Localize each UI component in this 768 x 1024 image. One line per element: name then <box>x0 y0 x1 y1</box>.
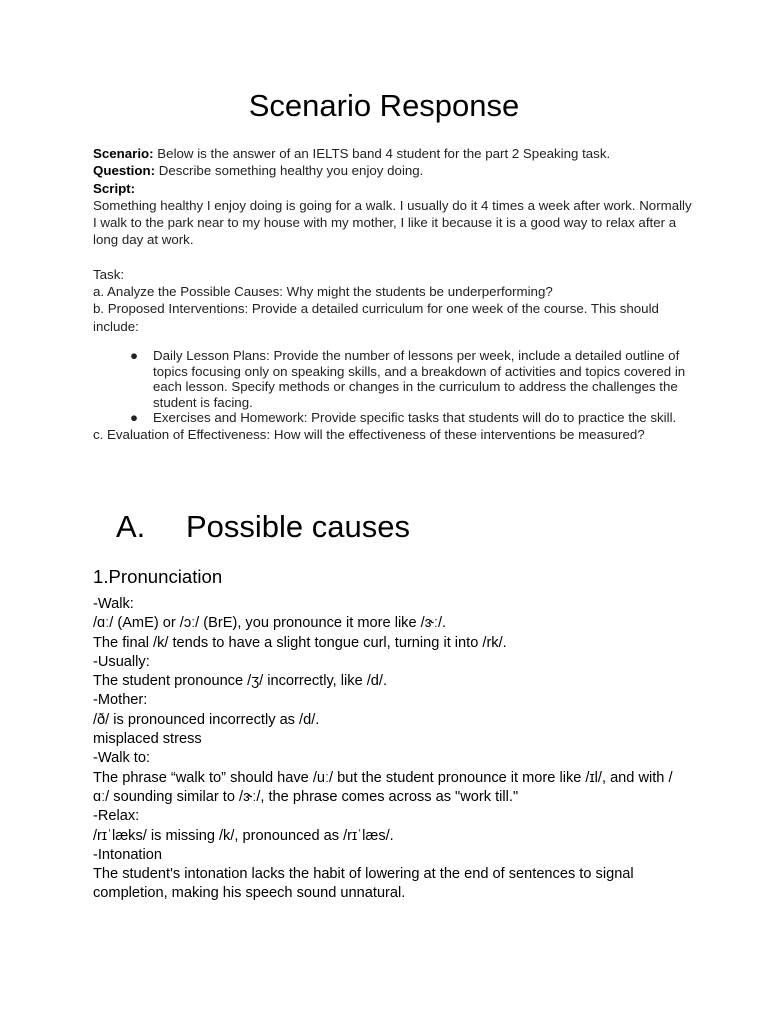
list-item <box>93 410 693 426</box>
bullet-icon: ● <box>130 347 139 363</box>
intonation-note: The student's intonation lacks the habit of lowering at the end of sentences to signal completion, making his speech sound unnatural. <box>93 866 634 902</box>
task-description <box>93 145 693 443</box>
script-label: Script: <box>93 180 136 196</box>
mother-note: /ð/ is pronounced incorrectly as /d/. <box>93 711 320 728</box>
mother-label: -Mother: <box>93 692 148 709</box>
task-b-bullet-list <box>93 348 693 426</box>
misplaced-stress-note: misplaced stress <box>93 731 202 748</box>
task-b: b. Proposed Interventions: Provide a detailed curriculum for one week of the course. This should include: <box>93 301 659 334</box>
question-paragraph <box>93 162 693 179</box>
question-text: Describe something healthy you enjoy doing. <box>155 163 424 179</box>
scenario-label: Scenario: <box>93 146 154 161</box>
task-a: a. Analyze the Possible Causes: Why might the students be underperforming? <box>93 284 553 300</box>
task-c: c. Evaluation of Effectiveness: How will the effectiveness of these interventions be measured? <box>93 426 645 442</box>
usually-note: The student pronounce /ʒ/ incorrectly, like /d/. <box>93 673 388 690</box>
walk-final-k-note: The final /k/ tends to have a slight tongue curl, turning it into /rk/. <box>93 634 507 651</box>
bullet-text: Exercises and Homework: Provide specific tasks that students will do to practice the skill. <box>153 410 677 426</box>
question-label: Question: <box>93 163 156 179</box>
intonation-label: -Intonation <box>93 846 162 863</box>
pronunciation-body <box>93 595 683 904</box>
page-title: Scenario Response <box>248 88 520 123</box>
list-item <box>93 348 693 410</box>
walk-vowel-note: /ɑː/ (AmE) or /ɔː/ (BrE), you pronounce it more like /ɝː/. <box>93 615 447 632</box>
walk-label: -Walk: <box>93 596 134 612</box>
section-title: Possible causes <box>186 509 411 544</box>
pronunciation-heading: 1.Pronunciation <box>93 566 223 587</box>
walk-to-label: -Walk to: <box>93 750 151 767</box>
walk-to-note: The phrase “walk to” should have /uː/ but the student pronounce it more like /ɪl/, and with /ɑː/ sounding similar to /ɝː/, the phrase comes across as "work till." <box>93 769 673 805</box>
scenario-text: Below is the answer of an IELTS band 4 student for the part 2 Speaking task. <box>153 146 611 161</box>
section-letter: A. <box>116 509 146 544</box>
relax-label: -Relax: <box>93 808 140 825</box>
task-label: Task: <box>93 266 125 282</box>
spacer <box>93 249 693 266</box>
section-a-heading <box>116 505 410 549</box>
bullet-icon: ● <box>130 410 139 426</box>
usually-label: -Usually: <box>93 653 150 670</box>
bullet-text: Daily Lesson Plans: Provide the number of lessons per week, include a detailed outline of topics focusing only on speaking skills, and a breakdown of activities and topics covered in each lesson. Specify methods or changes in the curriculum to address the challenges the student is facing. <box>153 347 686 410</box>
script-label-paragraph <box>93 180 693 197</box>
script-text: Something healthy I enjoy doing is going for a walk. I usually do it 4 times a week after work. Normally I walk to the park near to my house with my mother, I like it because it is a good way to relax after a long day at work. <box>93 197 692 248</box>
relax-note: /rɪˈlæks/ is missing /k/, pronounced as /rɪˈlæs/. <box>93 827 394 844</box>
scenario-paragraph <box>93 145 693 162</box>
